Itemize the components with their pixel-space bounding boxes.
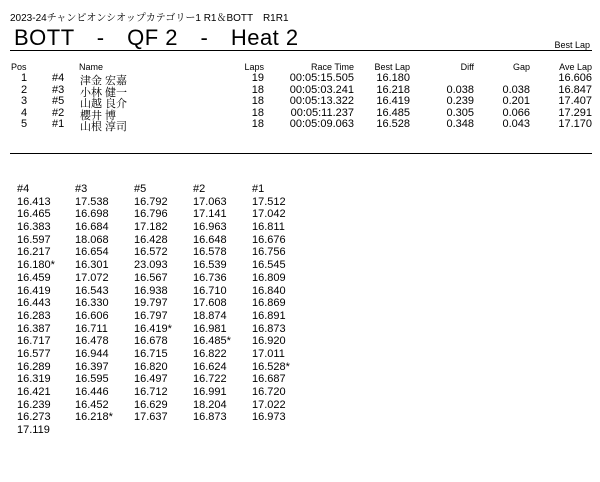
result-laps: 18 <box>251 118 264 130</box>
lap-time: 16.273 <box>17 411 51 424</box>
lap-time: 16.920 <box>252 335 286 348</box>
result-gap: 0.066 <box>502 106 530 119</box>
lap-column-driver: #5 <box>134 183 147 195</box>
result-no: #1 <box>52 118 65 130</box>
col-header-race-time: Race Time <box>310 62 354 72</box>
lap-time: 16.443 <box>17 297 51 310</box>
result-row <box>0 83 600 99</box>
lap-time: 16.606 <box>75 309 109 322</box>
lap-time: 16.654 <box>75 246 109 259</box>
lap-time: 17.182 <box>134 221 168 234</box>
result-name: 小林 健一 <box>80 86 128 99</box>
result-race-time: 00:05:09.063 <box>289 118 354 130</box>
lap-time: 16.597 <box>17 233 51 246</box>
lap-time: 16.419 <box>17 284 51 297</box>
result-name: 津金 宏嘉 <box>80 75 128 87</box>
result-gap: 0.038 <box>502 83 530 96</box>
result-pos: 3 <box>20 95 28 107</box>
result-pos: 4 <box>20 106 28 119</box>
lap-time: 17.608 <box>193 297 227 310</box>
lap-time: 16.678 <box>134 335 168 348</box>
lap-time: 19.797 <box>134 297 168 310</box>
lap-time: 16.809 <box>252 271 286 284</box>
lap-time: 16.387 <box>17 322 51 335</box>
result-diff: 0.348 <box>446 118 474 130</box>
lap-time: 16.452 <box>75 398 109 411</box>
result-best-lap: 16.485 <box>376 106 410 119</box>
result-race-time: 00:05:11.237 <box>290 106 354 119</box>
lap-time: 16.869 <box>252 297 286 310</box>
col-header-gap: Gap <box>512 62 530 72</box>
lap-time: 16.629 <box>134 398 168 411</box>
result-gap: 0.043 <box>502 118 530 130</box>
result-row <box>0 118 600 133</box>
lap-time: 16.539 <box>193 259 227 272</box>
lap-time: 16.397 <box>75 360 109 373</box>
lap-time: 16.796 <box>134 208 168 221</box>
lap-column-driver: #4 <box>17 183 30 195</box>
lap-time: 16.330 <box>75 297 109 310</box>
lap-time: 16.446 <box>75 386 109 398</box>
result-race-time: 00:05:13.322 <box>289 95 354 107</box>
result-no: #3 <box>52 83 65 96</box>
lap-time: 16.687 <box>252 373 286 386</box>
results-table <box>0 62 600 133</box>
lap-time: 16.319 <box>17 373 51 386</box>
col-header-diff: Diff <box>460 62 474 72</box>
result-row <box>0 72 600 87</box>
result-row <box>0 106 600 122</box>
lap-time: 17.119 <box>17 424 50 437</box>
result-name: 櫻井 博 <box>80 109 117 122</box>
result-best-lap: 16.419 <box>376 95 410 107</box>
lap-time: 16.413 <box>17 195 51 208</box>
lap-time: 18.874 <box>193 309 227 322</box>
result-pos: 5 <box>20 118 28 130</box>
lap-time: 16.648 <box>193 233 227 246</box>
lap-time: 17.072 <box>75 271 109 284</box>
lap-time: 16.873 <box>193 411 227 424</box>
lap-time: 16.545 <box>252 259 286 272</box>
lap-column <box>193 183 251 424</box>
result-ave-lap: 17.407 <box>558 95 592 107</box>
lap-time: 16.797 <box>134 309 168 322</box>
lap-time: 17.042 <box>252 208 286 221</box>
result-best-lap: 16.218 <box>376 83 410 96</box>
lap-time: 16.944 <box>75 347 109 360</box>
result-pos: 1 <box>20 72 28 84</box>
lap-time: 16.715 <box>134 347 168 360</box>
col-header-pos: Pos <box>11 62 27 72</box>
lap-time: 16.840 <box>252 284 286 297</box>
result-name: 山根 淳司 <box>80 121 128 133</box>
lap-column <box>75 183 133 424</box>
result-laps: 19 <box>251 72 264 84</box>
lap-time: 16.698 <box>75 208 109 221</box>
lap-time: 16.720 <box>252 386 286 398</box>
lap-time: 18.204 <box>193 398 227 411</box>
result-ave-lap: 16.606 <box>558 72 592 84</box>
lap-column <box>134 183 192 424</box>
lap-time: 16.180* <box>17 259 55 272</box>
lap-time: 16.820 <box>134 360 168 373</box>
lap-time: 16.421 <box>17 386 51 398</box>
result-laps: 18 <box>251 83 264 96</box>
lap-time: 17.022 <box>252 398 286 411</box>
page-title: BOTT - QF 2 - Heat 2 <box>14 25 299 50</box>
lap-time: 16.217 <box>17 246 51 259</box>
lap-time: 16.478 <box>75 335 109 348</box>
result-no: #5 <box>52 95 65 107</box>
lap-time: 16.873 <box>252 322 286 335</box>
lap-time: 16.567 <box>134 271 168 284</box>
header-divider <box>10 50 592 51</box>
result-row <box>0 95 600 110</box>
result-laps: 18 <box>251 106 264 119</box>
lap-time: 16.289 <box>17 360 51 373</box>
lap-column-driver: #2 <box>193 183 206 195</box>
lap-time: 17.063 <box>193 195 227 208</box>
result-pos: 2 <box>20 83 28 96</box>
lap-time: 16.543 <box>75 284 109 297</box>
result-no: #2 <box>52 106 65 119</box>
best-lap-label: Best Lap <box>554 40 590 50</box>
lap-time: 16.465 <box>17 208 51 221</box>
lap-time: 16.301 <box>75 259 109 272</box>
lap-time: 16.283 <box>17 309 51 322</box>
lap-column-driver: #1 <box>252 183 265 195</box>
lap-time: 16.676 <box>252 233 286 246</box>
lap-time: 16.711 <box>75 322 108 335</box>
result-gap: 0.201 <box>502 95 530 107</box>
result-best-lap: 16.528 <box>376 118 410 130</box>
lap-time: 16.428 <box>134 233 168 246</box>
lap-time: 16.528* <box>252 360 290 373</box>
lap-time: 16.684 <box>75 221 109 234</box>
lap-time: 16.624 <box>193 360 227 373</box>
result-ave-lap: 16.847 <box>558 83 592 96</box>
lap-time: 16.419* <box>134 322 172 335</box>
result-race-time: 00:05:15.505 <box>289 72 354 84</box>
lap-time: 16.578 <box>193 246 227 259</box>
lap-time: 16.891 <box>252 309 286 322</box>
lap-time: 16.239 <box>17 398 51 411</box>
lap-time: 16.577 <box>17 347 51 360</box>
lap-column-driver: #3 <box>75 183 88 195</box>
lap-time: 16.712 <box>134 386 168 398</box>
lap-time: 16.572 <box>134 246 168 259</box>
lap-time: 16.595 <box>75 373 109 386</box>
result-ave-lap: 17.291 <box>558 106 592 119</box>
lap-time: 16.811 <box>252 221 285 234</box>
result-diff: 0.305 <box>446 106 474 119</box>
event-subtitle: 2023-24チャンピオンシオップカテゴリー1 R1＆BOTT R1R1 <box>10 13 289 24</box>
lap-time: 16.722 <box>193 373 227 386</box>
lap-time: 16.973 <box>252 411 286 424</box>
result-ave-lap: 17.170 <box>558 118 592 130</box>
lap-time: 16.459 <box>17 271 51 284</box>
lap-time: 17.538 <box>75 195 109 208</box>
lap-time: 23.093 <box>134 259 168 272</box>
lap-time: 17.512 <box>252 195 286 208</box>
col-header-laps: Laps <box>244 62 264 72</box>
result-no: #4 <box>52 72 65 84</box>
lap-column <box>17 183 75 437</box>
lap-time: 16.383 <box>17 221 51 234</box>
lap-time: 17.011 <box>252 347 285 360</box>
lap-time: 16.991 <box>193 386 227 398</box>
result-race-time: 00:05:03.241 <box>289 83 354 96</box>
lap-column <box>252 183 310 424</box>
result-diff: 0.038 <box>446 83 474 96</box>
result-best-lap: 16.180 <box>376 72 410 84</box>
lap-time: 16.963 <box>193 221 227 234</box>
results-divider <box>10 153 592 154</box>
lap-time: 16.822 <box>193 347 227 360</box>
lap-time: 16.938 <box>134 284 168 297</box>
result-laps: 18 <box>251 95 264 107</box>
col-header-ave-lap: Ave Lap <box>559 62 592 72</box>
col-header-name: Name <box>79 62 104 72</box>
lap-time: 17.141 <box>193 208 227 221</box>
lap-time: 18.068 <box>75 233 109 246</box>
lap-time: 16.717 <box>17 335 51 348</box>
lap-time: 16.218* <box>75 411 113 424</box>
lap-time: 16.736 <box>193 271 227 284</box>
lap-time: 16.497 <box>134 373 168 386</box>
lap-time: 17.637 <box>134 411 168 424</box>
lap-time: 16.981 <box>193 322 227 335</box>
result-diff: 0.239 <box>446 95 474 107</box>
lap-time: 16.710 <box>193 284 227 297</box>
lap-time: 16.792 <box>134 195 168 208</box>
result-name: 山越 良介 <box>80 98 128 110</box>
lap-time: 16.756 <box>252 246 286 259</box>
results-header-row <box>0 62 600 72</box>
lap-time: 16.485* <box>193 335 231 348</box>
col-header-best-lap: Best Lap <box>374 62 410 72</box>
